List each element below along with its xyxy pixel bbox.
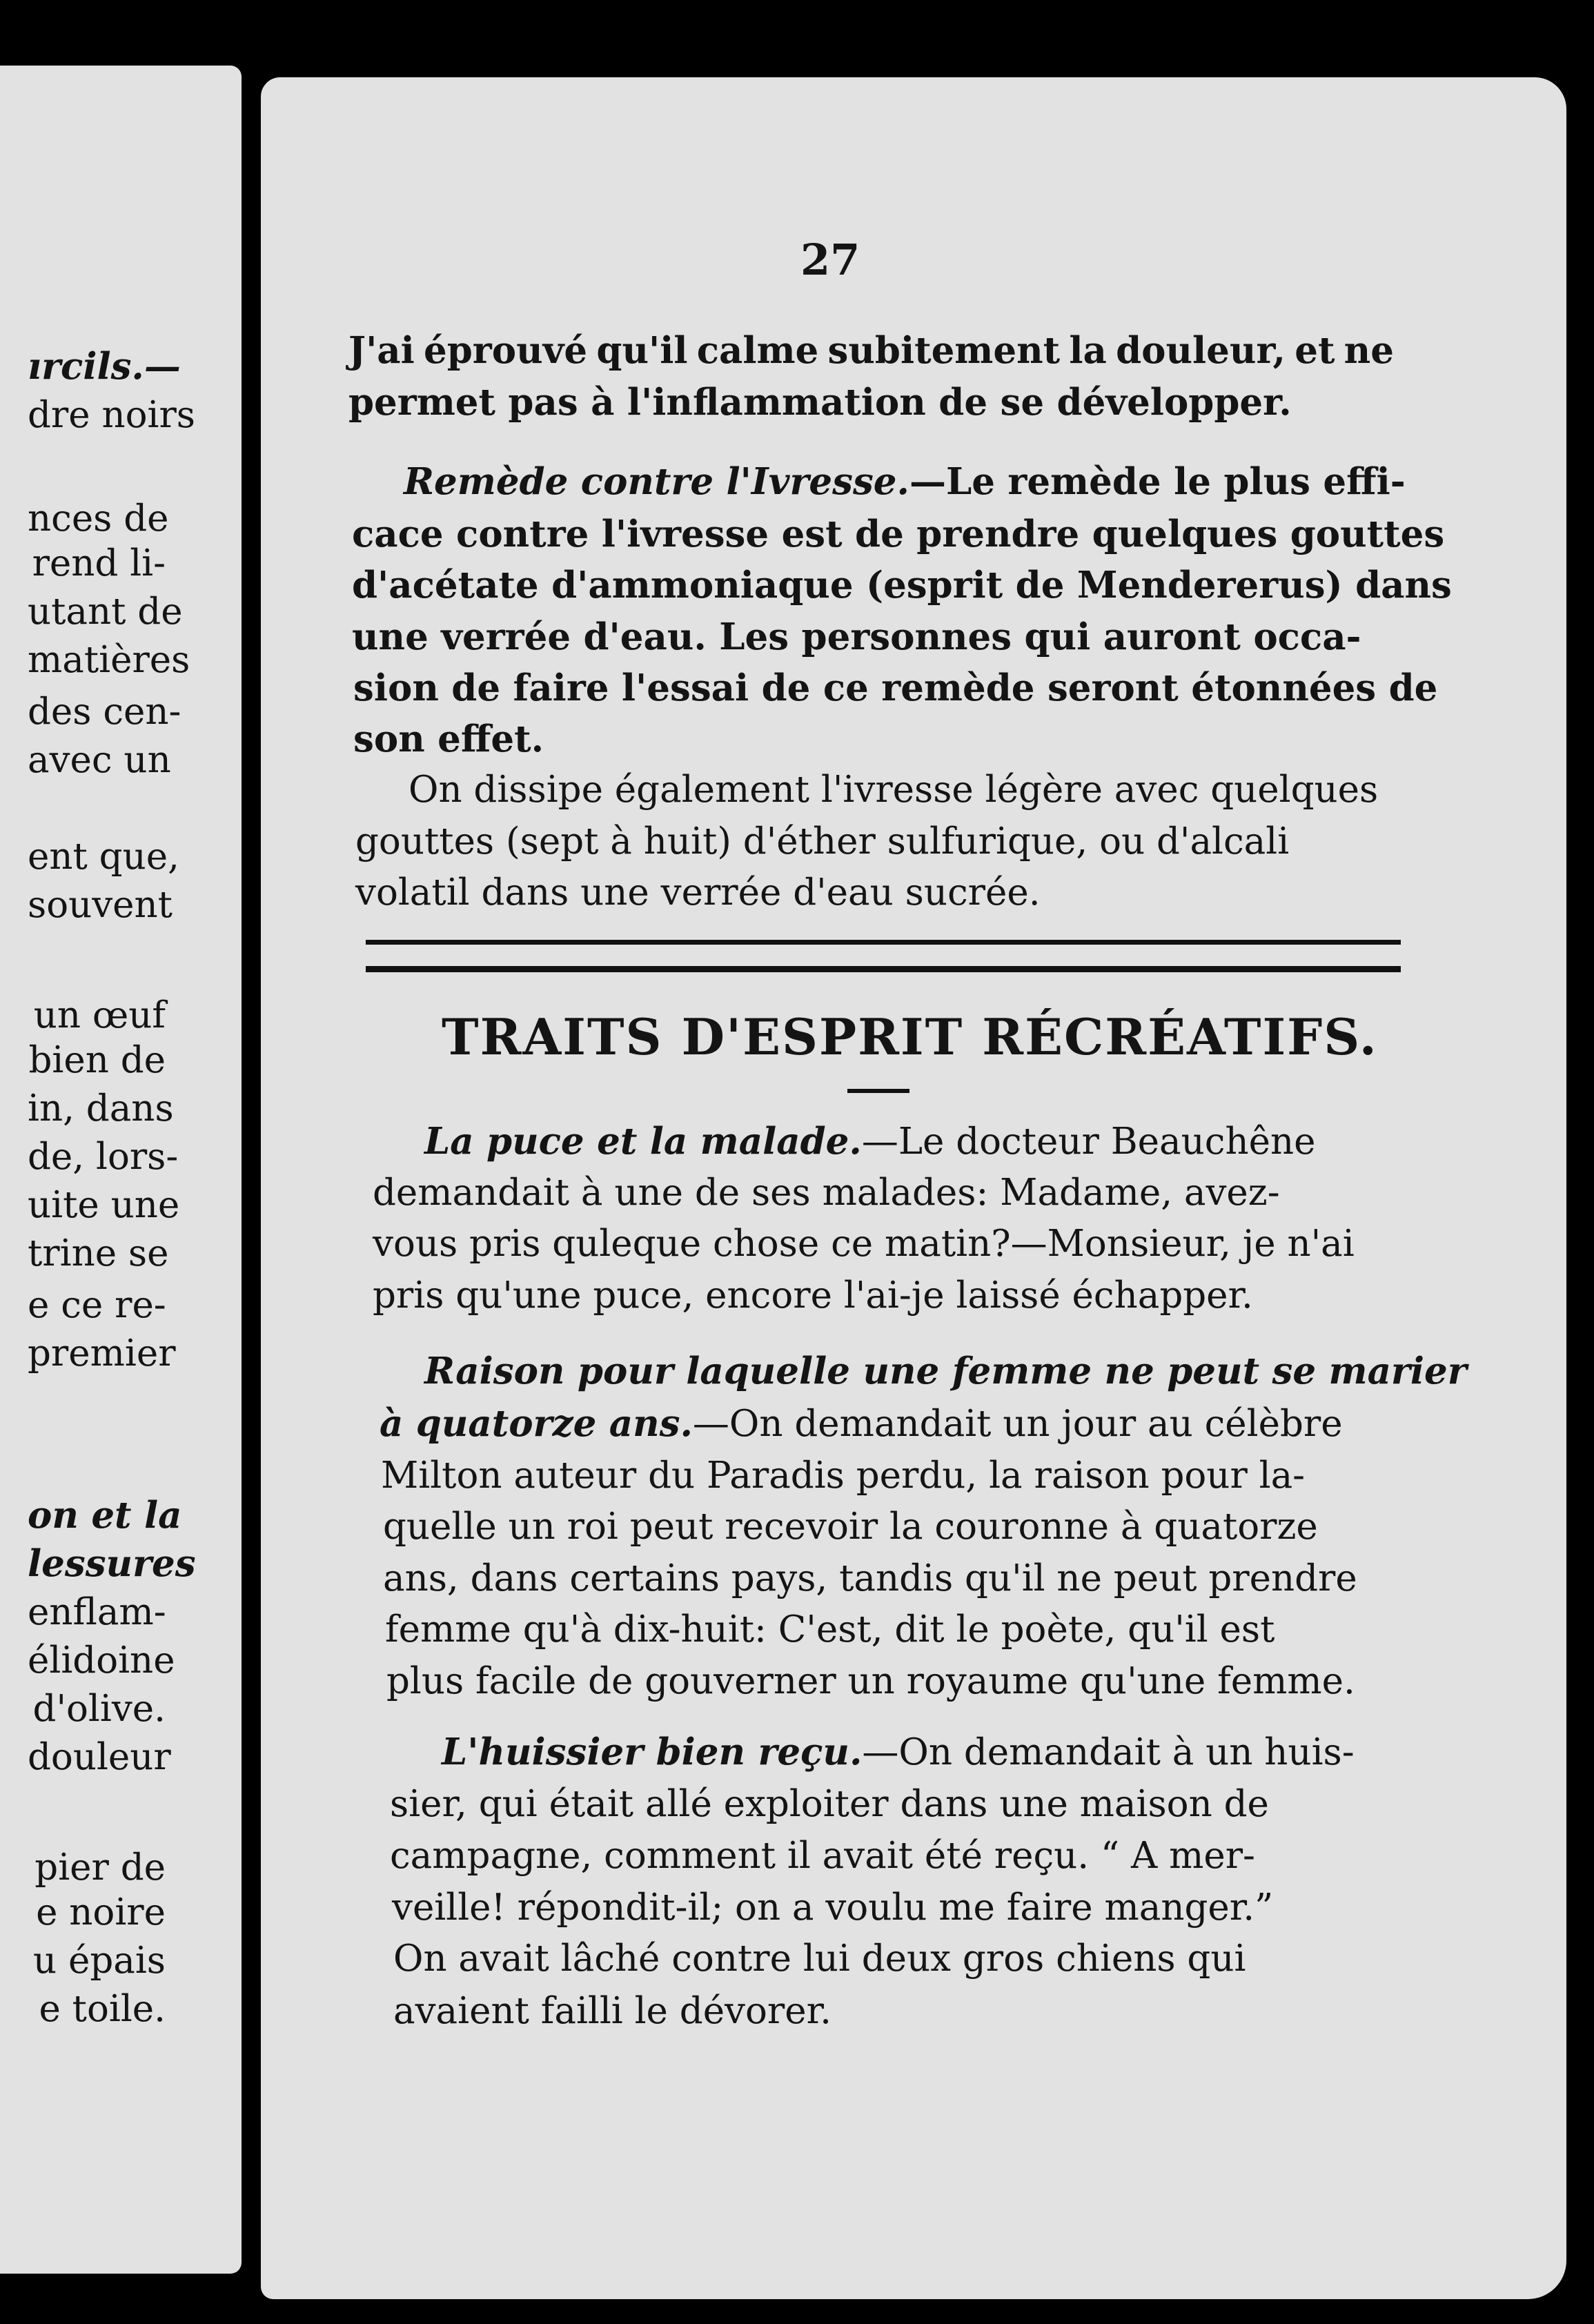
left-page-line: trine se: [28, 1232, 169, 1274]
anecdote2-first-line: [380, 1402, 1343, 1445]
anecdote2-first-line-rest: —On demandait un jour au célèbre: [692, 1403, 1343, 1445]
anecdote3-title: L'huissier bien reçu.: [442, 1731, 863, 1773]
anecdote1-line-3: pris qu'une puce, encore l'ai-je laissé échapper.: [373, 1274, 1253, 1317]
left-page-line: premier: [28, 1332, 176, 1375]
left-page-line: ırcils.—: [28, 345, 181, 388]
left-page-line: matières: [28, 639, 190, 681]
anecdote3-line-4: On avait lâché contre lui deux gros chiens qui: [393, 1938, 1246, 1980]
anecdote2-line-3: ans, dans certains pays, tandis qu'il ne peut prendre: [383, 1557, 1357, 1599]
left-page-line: uite une: [28, 1184, 180, 1226]
anecdote3-first-line: [442, 1731, 1355, 1773]
anecdote1-title: La puce et la malade.: [424, 1120, 862, 1163]
para1-line-1: [348, 329, 1394, 372]
anecdote3-first-line-rest: —On demandait à un huis-: [862, 1731, 1355, 1773]
left-page-line: des cen-: [28, 691, 181, 733]
left-page-line: de, lors-: [28, 1136, 179, 1178]
remedy-line-5: son effet.: [353, 718, 544, 760]
left-page-line: d'olive.: [32, 1688, 166, 1730]
left-page-line: élidoine: [28, 1639, 175, 1682]
remedy-line-3: une verrée d'eau. Les personnes qui auront occa-: [352, 616, 1361, 658]
left-page-line: on et la: [28, 1494, 182, 1537]
left-page-line: e noire: [36, 1891, 166, 1933]
word: douleur,: [1116, 329, 1286, 372]
left-page-line: nces de: [28, 498, 169, 540]
left-page-line: lessures: [28, 1542, 196, 1585]
anecdote1-first-line: [424, 1120, 1316, 1163]
word: ne: [1344, 329, 1394, 372]
word: J'ai: [348, 329, 415, 372]
title-dash: [847, 1089, 909, 1093]
anecdote3-line-3: veille! répondit-il; on a voulu me faire manger.”: [392, 1887, 1274, 1929]
para3-line-2: gouttes (sept à huit) d'éther sulfurique, ou d'alcali: [355, 820, 1290, 863]
word: et: [1295, 329, 1335, 372]
left-page-line: ent que,: [28, 836, 179, 878]
left-page-line: enflam-: [28, 1591, 166, 1633]
remedy-line-1: cace contre l'ivresse est de prendre quelques gouttes: [352, 513, 1445, 555]
left-page-line: pier de: [35, 1847, 166, 1889]
anecdote2-title-line1: Raison pour laquelle une femme ne peut se marier: [424, 1350, 1467, 1392]
page-number: 27: [800, 235, 860, 285]
left-page-line: bien de: [28, 1039, 166, 1081]
anecdote3-line-5: avaient failli le dévorer.: [393, 1990, 832, 2032]
anecdote2-title-line2: à quatorze ans.: [380, 1402, 693, 1445]
remedy-line-4: sion de faire l'essai de ce remède seront étonnées de: [353, 667, 1438, 709]
anecdote2-line-2: quelle un roi peut recevoir la couronne à quatorze: [383, 1506, 1318, 1548]
left-page-line: u épais: [32, 1940, 166, 1982]
anecdote2-line-1: Milton auteur du Paradis perdu, la raison pour la-: [381, 1455, 1306, 1497]
word: la: [1069, 329, 1107, 372]
left-page-line: in, dans: [28, 1087, 174, 1130]
anecdote2-line-5: plus facile de gouverner un royaume qu'une femme.: [386, 1660, 1355, 1702]
left-page-line: douleur: [28, 1736, 171, 1778]
section-title: TRAITS D'ESPRIT RÉCRÉATIFS.: [442, 1007, 1378, 1066]
left-page-line: utant de: [28, 591, 183, 633]
left-page-line: rend li-: [32, 542, 166, 584]
para1-line-2: permet pas à l'inflammation de se développer.: [348, 381, 1292, 424]
remedy-title: Remède contre l'Ivresse.: [404, 460, 909, 503]
para3-line-1: On dissipe également l'ivresse légère avec quelques: [409, 769, 1379, 811]
section-rule-bottom: [366, 966, 1401, 972]
left-page-line: avec un: [28, 739, 171, 781]
anecdote1-line-1: demandait à une de ses malades: Madame, avez-: [373, 1172, 1280, 1214]
left-page-line: dre noirs: [28, 394, 196, 436]
left-page-line: e toile.: [39, 1988, 166, 2030]
word: éprouvé: [424, 329, 588, 372]
remedy-first-line-rest: —Le remède le plus effi-: [909, 460, 1406, 503]
anecdote1-line-2: vous pris quleque chose ce matin?—Monsieur, je n'ai: [373, 1223, 1355, 1265]
left-page-line: un œuf: [33, 994, 166, 1036]
left-page-line: souvent: [28, 884, 173, 926]
word: qu'il: [596, 329, 688, 372]
remedy-first-line: [404, 460, 1406, 503]
word: calme: [696, 329, 819, 372]
anecdote3-line-1: sier, qui était allé exploiter dans une maison de: [390, 1783, 1269, 1825]
anecdote3-line-2: campagne, comment il avait été reçu. “ A mer-: [390, 1835, 1255, 1877]
remedy-line-2: d'acétate d'ammoniaque (esprit de Mendererus) dans: [352, 564, 1452, 607]
section-rule-top: [366, 940, 1401, 945]
anecdote1-first-line-rest: —Le docteur Beauchêne: [861, 1121, 1316, 1163]
left-page-line: e ce re-: [28, 1284, 166, 1326]
para3-line-3: volatil dans une verrée d'eau sucrée.: [355, 872, 1041, 914]
word: subitement: [827, 329, 1061, 372]
anecdote2-line-4: femme qu'à dix-huit: C'est, dit le poète, qu'il est: [385, 1608, 1275, 1651]
